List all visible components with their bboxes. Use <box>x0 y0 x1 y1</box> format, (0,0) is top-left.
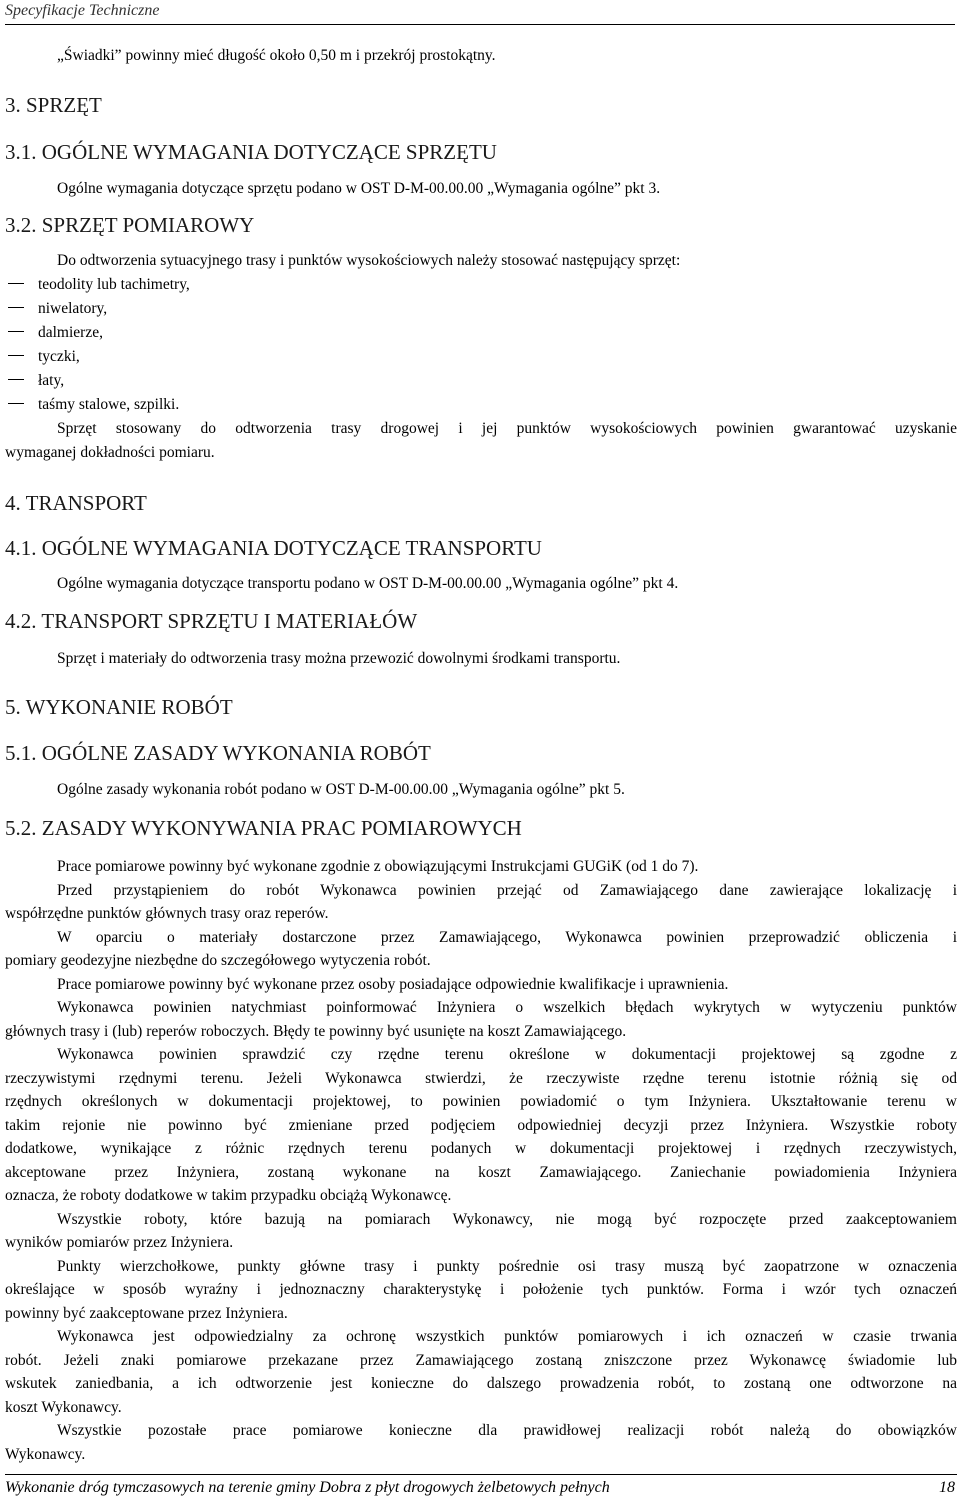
page-header <box>5 0 955 25</box>
paragraph: W oparciu o materiały dostarczone przez Zamawiającego, Wykonawca powinien przeprowadzić obliczenia i <box>57 928 957 946</box>
list-item: teodolity lub tachimetry, <box>8 273 190 297</box>
intro-line: „Świadki” powinny mieć długość około 0,50 m i przekrój prostokątny. <box>57 47 496 64</box>
section-5-2-heading: 5.2. ZASADY WYKONYWANIA PRAC POMIAROWYCH <box>5 816 522 840</box>
dash-icon <box>8 307 24 308</box>
paragraph: Punkty wierzchołkowe, punkty główne trasy i punkty pośrednie osi trasy muszą być zaopatrzone w oznaczenia <box>57 1257 957 1275</box>
section-3-2-intro: Do odtworzenia sytuacyjnego trasy i punktów wysokościowych należy stosować następujący sprzęt: <box>57 252 681 269</box>
footer-title: Wykonanie dróg tymczasowych na terenie gminy Dobra z płyt drogowych żelbetowych pełnych <box>5 1479 610 1496</box>
header-title: Specyfikacje Techniczne <box>5 2 160 19</box>
list-item: niwelatory, <box>8 297 107 321</box>
list-item: taśmy stalowe, szpilki. <box>8 393 179 417</box>
section-3-2-heading: 3.2. SPRZĘT POMIAROWY <box>5 213 255 237</box>
section-4-1-heading: 4.1. OGÓLNE WYMAGANIA DOTYCZĄCE TRANSPORTU <box>5 536 542 560</box>
paragraph: Wszystkie pozostałe prace pomiarowe konieczne dla prawidłowej realizacji robót należą do obowiązków <box>57 1422 957 1439</box>
section-4-heading: 4. TRANSPORT <box>5 491 147 515</box>
dash-icon <box>8 355 24 356</box>
list-item: dalmierze, <box>8 321 103 345</box>
dash-icon <box>8 283 24 284</box>
section-5-heading: 5. WYKONANIE ROBÓT <box>5 695 233 719</box>
section-3-1-text: Ogólne wymagania dotyczące sprzętu podano w OST D-M-00.00.00 „Wymagania ogólne” pkt 3. <box>57 180 661 197</box>
section-4-2-heading: 4.2. TRANSPORT SPRZĘTU I MATERIAŁÓW <box>5 609 418 633</box>
dash-icon <box>8 331 24 332</box>
paragraph: Prace pomiarowe powinny być wykonane przez osoby posiadające odpowiednie kwalifikacje i uprawnienia. <box>57 975 729 993</box>
paragraph: Przed przystąpieniem do robót Wykonawca powinien przejąć od Zamawiającego dane zawierające lokalizację i <box>57 881 957 899</box>
paragraph: Wykonawca powinien natychmiast poinformować Inżyniera o wszelkich błędach wykrytych w wytyczeniu punktów <box>57 999 957 1016</box>
section-5-2-body: Prace pomiarowe powinny być wykonane zgodnie z obowiązującymi Instrukcjami GUGiK (od 1 do 7). Przed przystąpieniem do robót Wykonawca powinien przejąć od Zamawiającego dane zawierające lokalizację i współrzędne punktów głównych trasy oraz reperów. W oparciu o materiały dostarczone przez Zamawiającego, Wykonawca powinien przeprowadzić obliczenia i pomiary geodezyjne niezbędne do szczegółowego wytyczenia robót. Prace pomiarowe powinny być wykonane przez osoby posiadające odpowiednie kwalifikacje i uprawnienia. Wykonawca powinien natychmiast poinformować Inżyniera o wszelkich błędach wykrytych w wytyczeniu punktów głównych trasy i (lub) reperów roboczych. Błędy te powinny być usunięte na koszt Zamawiającego. Wykonawca powinien sprawdzić czy rzędne terenu określone w dokumentacji projektowej są zgodne z rzeczywistymi rzędnymi terenu. Jeżeli Wykonawca stwierdzi, że rzeczywiste rzędne terenu istotnie różnią się od rzędnych określonych w dokumentacji projektowej, to powinien powiadomić o tym Inżyniera. Ukształtowanie terenu w takim rejonie nie powinno być zmieniane przed podjęciem odpowiedniej decyzji przez Inżyniera. Wszystkie roboty dodatkowe, wynikające z różnic rzędnych terenu podanych w dokumentacji projektowej i rzędnych rzeczywistych, akceptowane przez Inżyniera, zostaną wykonane na koszt Zamawiającego. Zaniechanie powiadomienia Inżyniera oznacza, że roboty dodatkowe w takim przypadku obciążą Wykonawcę. Wszystkie roboty, które bazują na pomiarach Wykonawcy, nie mogą być rozpoczęte przed zaakceptowaniem wyników pomiarów przez Inżyniera. Punkty wierzchołkowe, punkty główne trasy i punkty pośrednie osi trasy muszą być zaopatrzone w oznaczenia określające w sposób wyraźny i jednoznaczny charakterystykę i położenie tych punktów. Forma i wzór tych oznaczeń powinny być zaakceptowane przez Inżyniera. Wykonawca jest odpowiedzialny za ochronę wszystkich punktów pomiarowych i ich oznaczeń w czasie trwania robót. Jeżeli znaki pomiarowe przekazane przez Zamawiającego zostaną zniszczone przez Wykonawcę świadomie lub wskutek zaniedbania, a ich odtworzenie jest konieczne do dalszego prowadzenia robót, to zostaną one odtworzone na koszt Wykonawcy. Wszystkie pozostałe prace pomiarowe konieczne dla prawidłowej realizacji robót należą do obowiązków Wykonawcy. <box>5 855 957 1466</box>
section-3-1-heading: 3.1. OGÓLNE WYMAGANIA DOTYCZĄCE SPRZĘTU <box>5 140 497 164</box>
section-4-2-text: Sprzęt i materiały do odtworzenia trasy można przewozić dowolnymi środkami transportu. <box>57 650 621 667</box>
page-number: 18 <box>939 1479 955 1496</box>
dash-icon <box>8 403 24 404</box>
section-5-1-text: Ogólne zasady wykonania robót podano w OST D-M-00.00.00 „Wymagania ogólne” pkt 5. <box>57 781 625 798</box>
section-3-heading: 3. SPRZĘT <box>5 93 102 117</box>
dash-icon <box>8 379 24 380</box>
paragraph: Prace pomiarowe powinny być wykonane zgodnie z obowiązującymi Instrukcjami GUGiK (od 1 do 7). <box>57 858 699 875</box>
section-3-2-note: Sprzęt stosowany do odtworzenia trasy drogowej i jej punktów wysokościowych powinien gwarantować uzyskanie wymaganej dokładności pomiaru. <box>5 420 957 461</box>
paragraph: Wykonawca jest odpowiedzialny za ochronę wszystkich punktów pomiarowych i ich oznaczeń w czasie trwania <box>57 1328 957 1345</box>
list-item: tyczki, <box>8 345 80 369</box>
section-5-1-heading: 5.1. OGÓLNE ZASADY WYKONANIA ROBÓT <box>5 741 431 765</box>
page-footer <box>5 1474 957 1499</box>
paragraph: Wszystkie roboty, które bazują na pomiarach Wykonawcy, nie mogą być rozpoczęte przed zaakceptowaniem <box>57 1210 957 1228</box>
section-4-1-text: Ogólne wymagania dotyczące transportu podano w OST D-M-00.00.00 „Wymagania ogólne” pkt 4. <box>57 575 679 592</box>
paragraph: Wykonawca powinien sprawdzić czy rzędne terenu określone w dokumentacji projektowej są zgodne z <box>57 1046 957 1063</box>
list-item: łaty, <box>8 369 64 393</box>
